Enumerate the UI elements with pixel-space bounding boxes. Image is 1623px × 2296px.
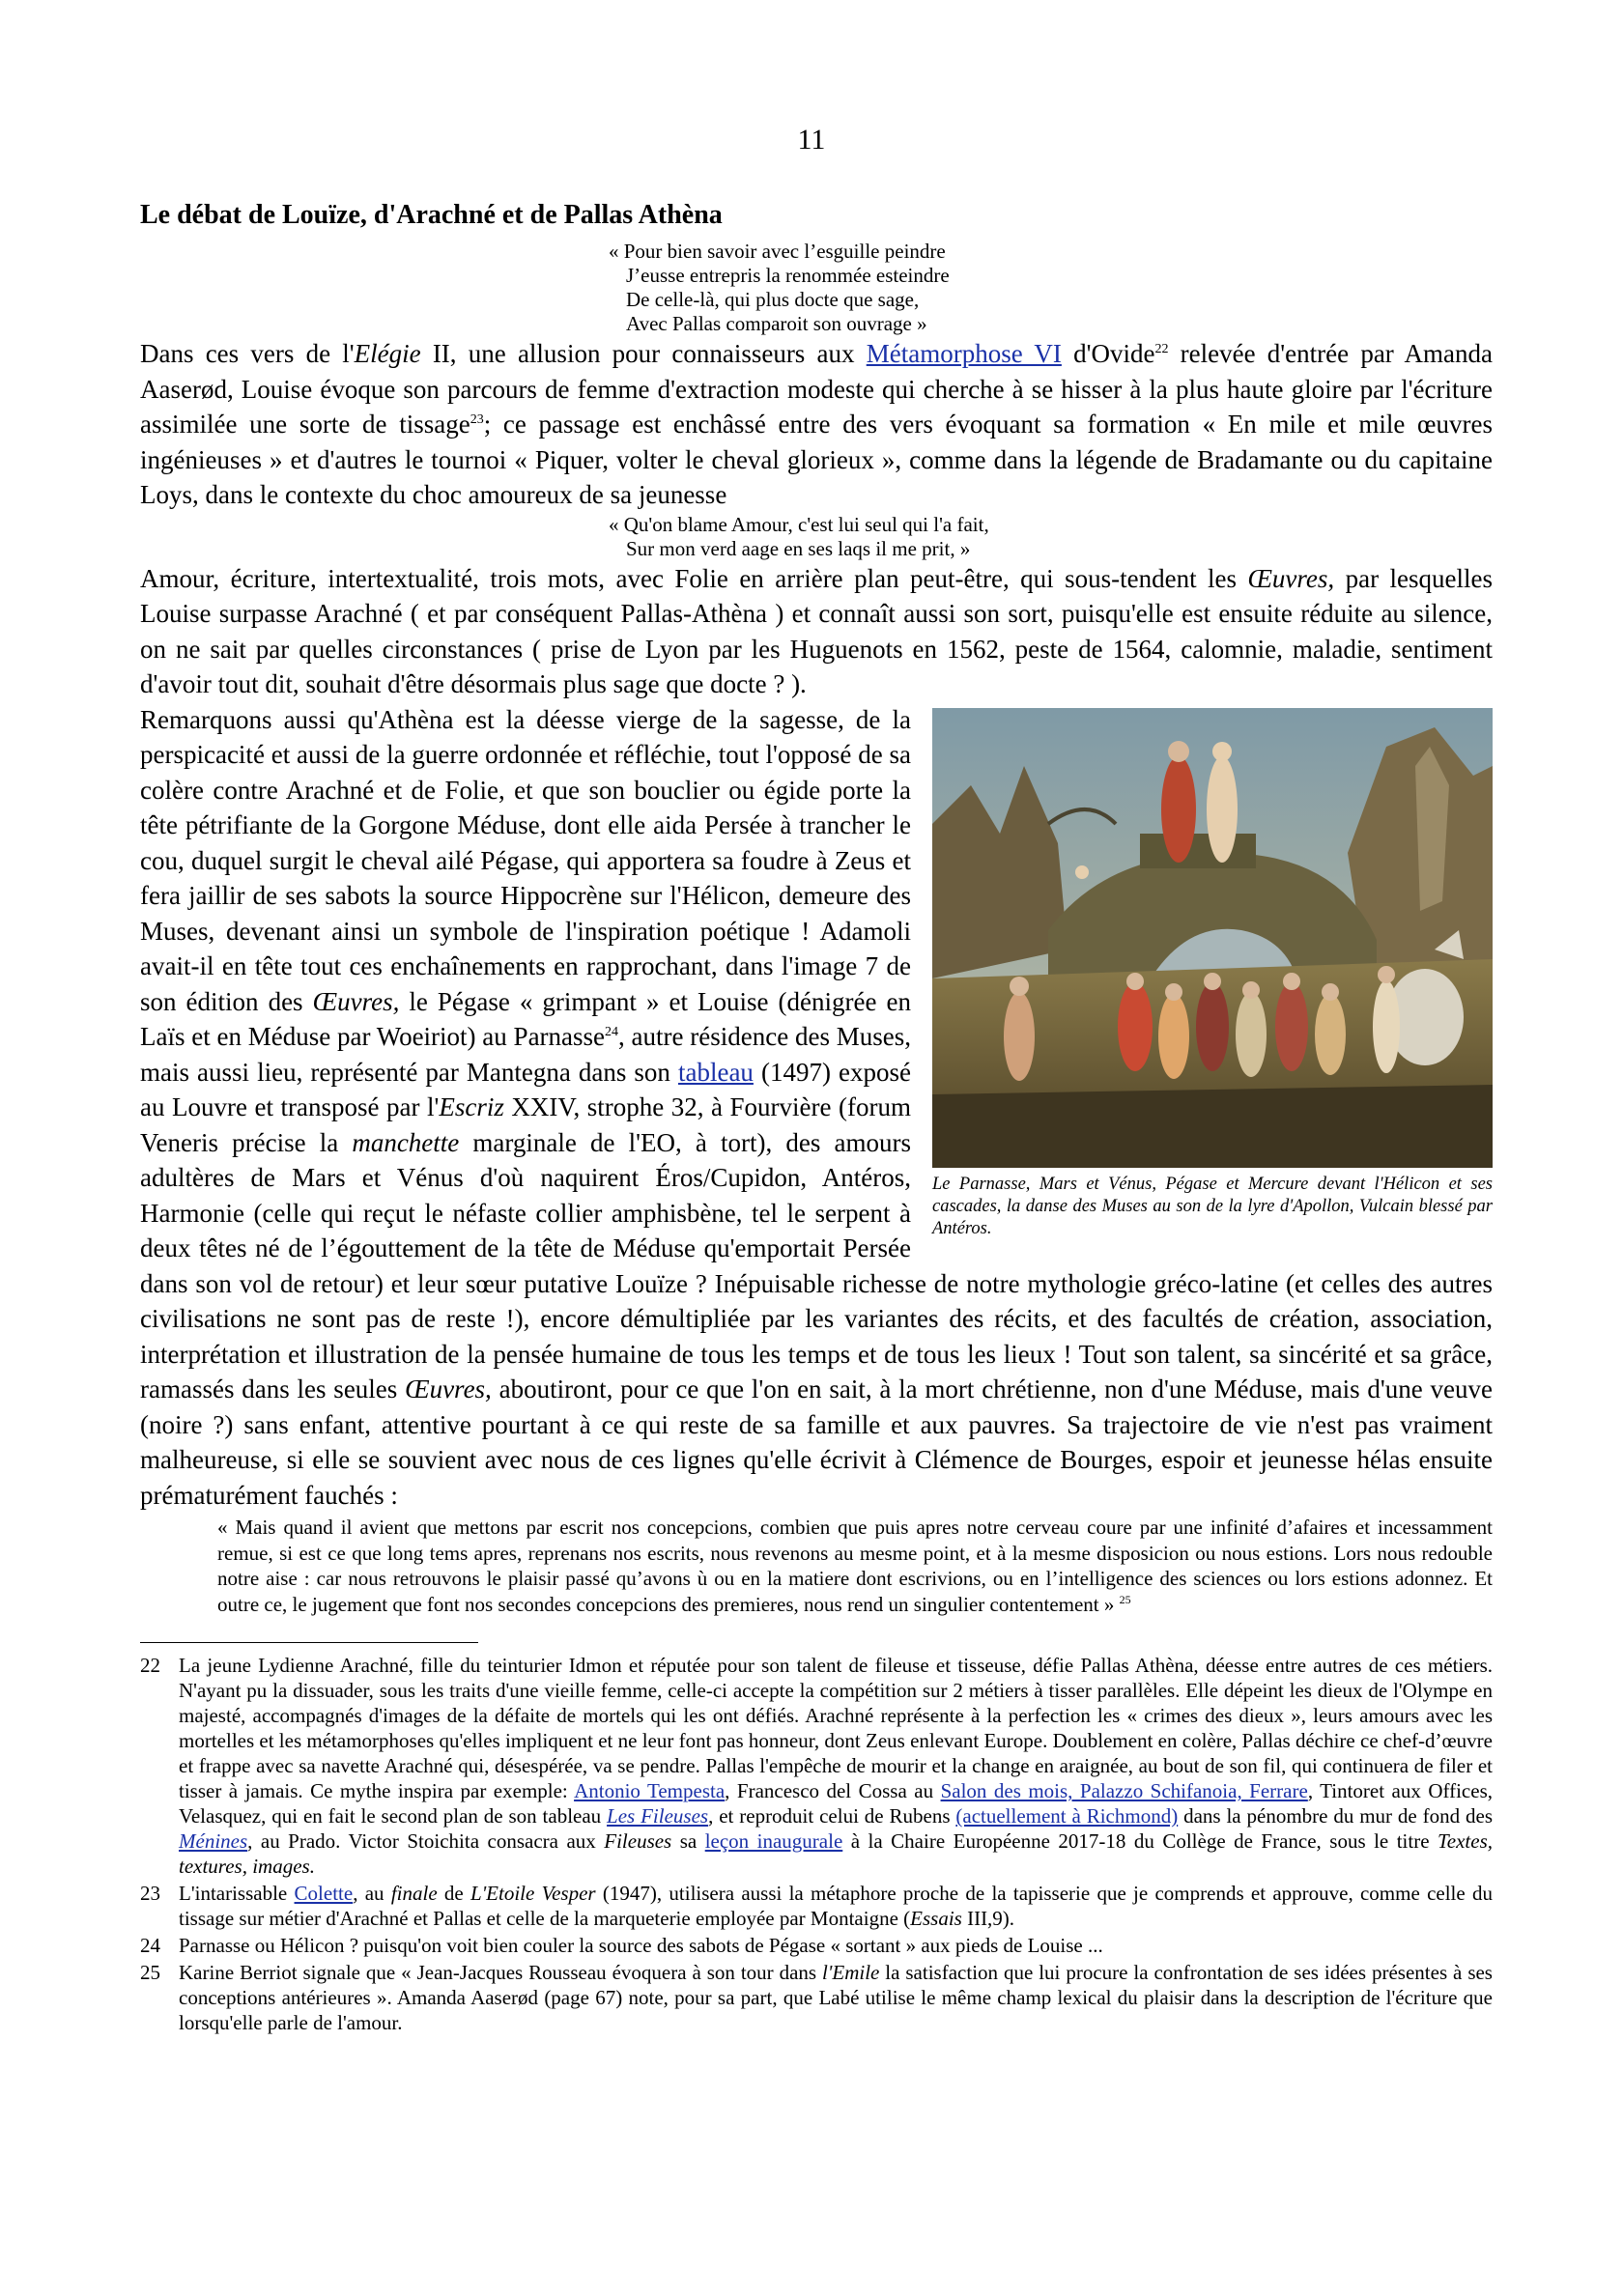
verse-quote-2 [609, 513, 1493, 561]
page-number: 11 [797, 124, 826, 156]
section-title: Le débat de Louïze, d'Arachné et de Pallas Athèna [140, 200, 723, 230]
paragraph-3: Remarquons aussi qu'Athèna est la déesse vierge de la sagesse, de la perspicacité et aussi de la guerre ordonnée et réfléchie, tout l'opposé de sa colère contre Arachné et de Folie, et que son bouclier ou égide porte la tête pétrifiante de la Gorgone Méduse, dont elle aida Persée à trancher le cou, duquel surgit le cheval ailé Pégase, qui apportera sa foudre à Zeus et fera jaillir de ses sabots la source Hippocrène sur l'Hélicon, demeure des Muses, devenant ainsi un symbole de l'inspiration poétique ! Adamoli avait-il en tête tout ces enchaînements en rapprochant, dans l'image 7 de son édition des Œuvres, le Pégase « grimpant » et Louise (dénigrée en Laïs et en Méduse par Woeiriot) au Parnasse$^{24}$, autre résidence des Muses, mais aussi lieu, représenté par Mantegna dans son tableau (1497) exposé au Louvre et transposé par l'Escriz XXIV, strophe 32, à Fourvière (forum Veneris précise la manchette marginale de l'EO, à tort), des amours adultères de Mars et Vénus d'où naquirent Éros/Cupidon, Antéros, Harmonie (celle qui reçut le néfaste collier amphisbène, tel le serpent à deux têtes né de l’égouttement de la tête de Méduse qu'emportait Persée dans son vol de retour) et leur sœur putative Louïze ? Inépuisable richesse de notre mythologie gréco-latine (et celles des autres civilisations ne sont pas de reste !), encore démultipliée par les variantes des récits, et des facultés de création, association, interprétation et illustration de la pensée humaine de tous les temps et de tous les lieux ! Tout son talent, sa sincérité et sa grâce, ramassés dans les seules Œuvres, aboutiront, pour ce que l'on en sait, à la mort chrétienne, non d'une Méduse, mais d'une veuve (noire ?) sans enfant, attentive pourtant à ce qui reste de sa famille et aux pauvres. Sa trajectoire de vie n'est pas vraiment malheureuse, si elle se souvient avec nous de ces lignes qu'elle écrivit à Clémence de Bourges, espoir et jeunesse hélas ensuite prématurément fauchés : [140, 704, 1493, 1510]
footnote-ref-23[interactable]: 23 [470, 412, 484, 427]
letter-quote: « Mais quand il avient que mettons par escrit nos concepcions, combien que puis apres notre cerveau coure par une infinité d’afaires et incessamment remue, si est ce que long tems apres, reprenans nos escrits, nous revenons au mesme point, et à la mesme disposicion ou nous estions. Lors nous redouble notre aise : car nous retrouvons le plaisir passé qu’avons ù ou en la matiere dont escrivions, ou en l’intelligence des sciences ou lors estions adonnez. Et outre ce, le jugement que font nos secondes concepcions des premieres, nous rend un singulier contentement » $^{25}$ [217, 1516, 1493, 1616]
metamorphose-link[interactable]: Métamorphose VI [866, 339, 1062, 368]
footnote-number: 24 [140, 1934, 160, 1957]
painting-caption: Le Parnasse, Mars et Vénus, Pégase et Mercure devant l'Hélicon et ses cascades, la danse des Muses au son de la lyre d'Apollon, Vulcain blessé par Antéros. [932, 1174, 1493, 1238]
footnote-number: 23 [140, 1882, 160, 1905]
verse-quote-1 [609, 240, 1493, 336]
footnote-text: La jeune Lydienne Arachné, fille du teinturier Idmon et réputée pour son talent de fileuse et tisseuse, défie Pallas Athèna, déesse entre autres de ces métiers. N'ayant pu la dissuader, sous les traits d'une vieille femme, celle-ci accepte la compétition sur 2 métiers à tisser parallèles. Elle dépeint les dieux de l'Olympe en majesté, accompagnés d'images de la défaite de mortels qui les ont défiés. Arachné représente à la perfection les « crimes des dieux », leurs amours avec les mortelles et les métamorphoses qu'elles impliquent et ne leur font pas honneur, dont Zeus enlevant Europe. Doublement en colère, Pallas déchire ce chef-d’œuvre et frappe avec sa navette Arachné qui, désespérée, va se pendre. Pallas l'empêche de mourir et la change en araignée, au bout de son fil, qui continuera de filer et tisser à jamais. Ce mythe inspira par exemple: Antonio Tempesta, Francesco del Cossa au Salon des mois, Palazzo Schifanoia, Ferrare, Tintoret aux Offices, Velasquez, qui en fait le second plan de son tableau Les Fileuses, et reproduit celui de Rubens (actuellement à Richmond) dans la pénombre du mur de fond des Ménines, au Prado. Victor Stoichita consacra aux Fileuses sa leçon inaugurale à la Chaire Européenne 2017-18 du Collège de France, sous le titre Textes, textures, images. [179, 1654, 1494, 1878]
verse-line: « Pour bien savoir avec l’esguille peindre [609, 240, 946, 263]
antonio-tempesta-link[interactable]: Antonio Tempesta [574, 1779, 726, 1802]
footnote-ref-25[interactable]: 25 [1119, 1592, 1131, 1606]
tableau-link[interactable]: tableau [677, 1057, 754, 1087]
verse-line: De celle-là, qui plus docte que sage, [626, 288, 920, 311]
menines-link[interactable]: Ménines [179, 1829, 248, 1853]
footnote-text: L'intarissable Colette, au finale de L'Etoile Vesper (1947), utilisera aussi la métaphore proche de la tapisserie que je comprends et approuve, comme celle du tissage sur métier d'Arachné et Pallas et celle de la marqueterie employée par Montaigne (Essais III,9). [179, 1882, 1493, 1930]
footnote-22 [140, 1653, 1493, 1879]
richmond-link[interactable]: (actuellement à Richmond) [955, 1804, 1179, 1828]
footnote-text: Parnasse ou Hélicon ? puisqu'on voit bien couler la source des sabots de Pégase « sortant » aux pieds de Louise ... [179, 1934, 1103, 1957]
painting-figure [932, 708, 1493, 1240]
salon-des-mois-link[interactable]: Salon des mois, Palazzo Schifanoia, Ferrare [940, 1779, 1308, 1802]
parnassus-painting-image [932, 708, 1493, 1168]
footnote-25 [140, 1960, 1493, 2035]
verse-line: Avec Pallas comparoit son ouvrage » [626, 312, 927, 335]
footnote-text: Karine Berriot signale que « Jean-Jacques Rousseau évoquera à son tour dans l'Emile la satisfaction que lui procure la confrontation de ses idées présentes à ses conceptions antérieures ». Amanda Aaserød (page 67) note, pour sa part, que Labé utilise le même champ lexical du plaisir dans la description de l'écriture que lorsqu'elle parle de l'amour. [179, 1961, 1493, 2034]
verse-line: « Qu'on blame Amour, c'est lui seul qui l'a fait, [609, 512, 989, 536]
paragraph-1: Dans ces vers de l'Elégie II, une allusion pour connaisseurs aux Métamorphose VI d'Ovide$^{22}$ relevée d'entrée par Amanda Aaserød, Louise évoque son parcours de femme d'extraction modeste qui cherche à se hisser à la plus haute gloire par l'écriture assimilée une sorte de tissage$^{23}$; ce passage est enchâssé entre des vers évoquant sa formation « En mile et mile œuvres ingénieuses » et d'autres le tournoi « Piquer, volter le cheval glorieux », comme dans la légende de Bradamante ou du capitaine Loys, dans le contexte du choc amoureux de sa jeunesse [140, 339, 1493, 509]
footnote-number: 25 [140, 1961, 160, 1984]
verse-line: J’eusse entrepris la renommée esteindre [626, 264, 950, 287]
footnote-23 [140, 1881, 1493, 1931]
footnote-number: 22 [140, 1654, 160, 1677]
footnote-ref-22[interactable]: 22 [1154, 342, 1169, 356]
les-fileuses-link[interactable]: Les Fileuses [607, 1804, 709, 1828]
footnote-divider [140, 1642, 478, 1643]
footnote-ref-24[interactable]: 24 [605, 1025, 619, 1039]
verse-line: Sur mon verd aage en ses laqs il me prit, » [626, 536, 971, 560]
footnote-24 [140, 1933, 1493, 1958]
paragraph-2: Amour, écriture, intertextualité, trois mots, avec Folie en arrière plan peut-être, qui sous-tendent les Œuvres, par lesquelles Louise surpasse Arachné ( et par conséquent Pallas-Athèna ) et connaît aussi son sort, puisqu'elle est ensuite réduite au silence, on ne sait par quelles circonstances ( prise de Lyon par les Huguenots en 1562, peste de 1564, calomnie, maladie, sentiment d'avoir tout dit, souhait d'être désormais plus sage que docte ? ). [140, 563, 1493, 698]
colette-link[interactable]: Colette [294, 1882, 354, 1905]
lecon-inaugurale-link[interactable]: leçon inaugurale [704, 1829, 843, 1853]
main-content [140, 199, 1493, 2037]
